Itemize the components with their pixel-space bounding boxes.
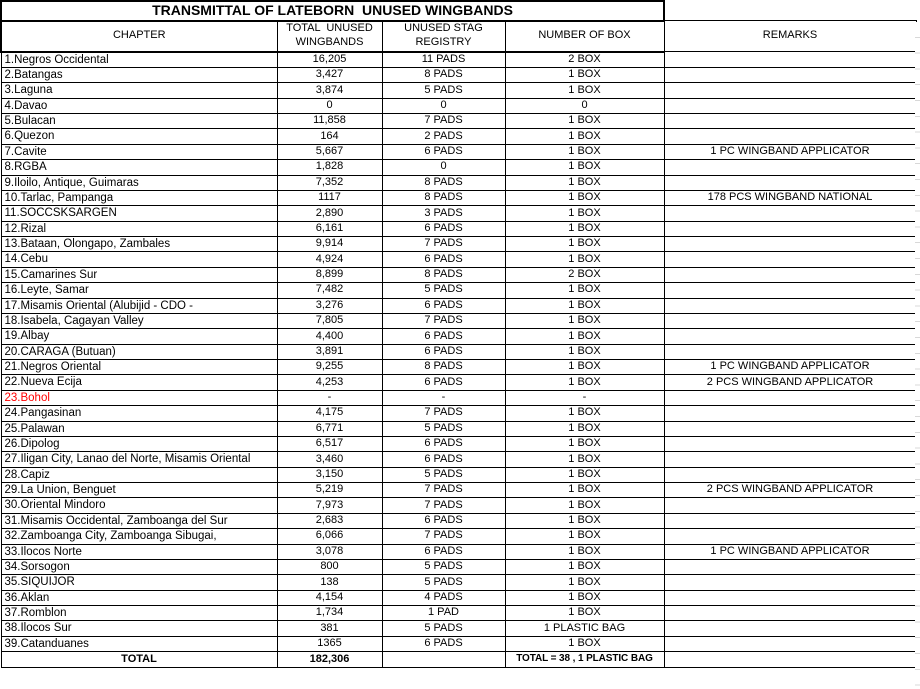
box-cell: 1 BOX	[505, 160, 664, 175]
stag-cell: 8 PADS	[382, 267, 505, 282]
stag-cell: 7 PADS	[382, 237, 505, 252]
chapter-cell: 37.Romblon	[1, 606, 277, 621]
wingbands-cell: 7,973	[277, 498, 382, 513]
chapter-cell: 31.Misamis Occidental, Zamboanga del Sur	[1, 513, 277, 528]
wingbands-cell: 5,667	[277, 144, 382, 159]
wingbands-cell: -	[277, 390, 382, 405]
box-cell: 1 BOX	[505, 452, 664, 467]
chapter-cell: 29.La Union, Benguet	[1, 483, 277, 498]
remarks-cell	[664, 559, 916, 574]
stag-cell: 8 PADS	[382, 360, 505, 375]
remarks-cell	[664, 436, 916, 451]
wingbands-cell: 4,175	[277, 406, 382, 421]
table-body	[1, 52, 916, 652]
remarks-cell	[664, 590, 916, 605]
table-row	[1, 313, 916, 328]
box-cell: 1 BOX	[505, 498, 664, 513]
stag-cell: 1 PAD	[382, 606, 505, 621]
table-row	[1, 529, 916, 544]
remarks-cell	[664, 575, 916, 590]
stag-cell: 6 PADS	[382, 344, 505, 359]
stag-cell: 8 PADS	[382, 190, 505, 205]
table-row	[1, 606, 916, 621]
stag-cell: 7 PADS	[382, 498, 505, 513]
wingbands-cell: 16,205	[277, 52, 382, 68]
table-row	[1, 436, 916, 451]
box-cell: -	[505, 390, 664, 405]
box-cell: 1 BOX	[505, 67, 664, 82]
sheet-gridline-strip	[915, 22, 920, 689]
box-cell: 1 BOX	[505, 375, 664, 390]
chapter-cell: 6.Quezon	[1, 129, 277, 144]
box-cell: 1 BOX	[505, 406, 664, 421]
total-box: TOTAL = 38 , 1 PLASTIC BAG	[505, 652, 664, 668]
box-cell: 1 BOX	[505, 129, 664, 144]
remarks-cell	[664, 206, 916, 221]
chapter-cell: 18.Isabela, Cagayan Valley	[1, 313, 277, 328]
chapter-cell: 19.Albay	[1, 329, 277, 344]
table-row	[1, 52, 916, 68]
wingbands-cell: 2,683	[277, 513, 382, 528]
table-row	[1, 498, 916, 513]
wingbands-cell: 4,154	[277, 590, 382, 605]
wingbands-cell: 2,890	[277, 206, 382, 221]
wingbands-cell: 4,924	[277, 252, 382, 267]
total-label: TOTAL	[1, 652, 277, 668]
wingbands-cell: 3,891	[277, 344, 382, 359]
box-cell: 1 BOX	[505, 559, 664, 574]
table-row	[1, 452, 916, 467]
remarks-cell	[664, 221, 916, 236]
remarks-cell	[664, 421, 916, 436]
chapter-cell: 34.Sorsogon	[1, 559, 277, 574]
column-header-stag: UNUSED STAG REGISTRY	[382, 21, 505, 52]
title-right-spacer	[664, 1, 916, 21]
remarks-cell	[664, 298, 916, 313]
title-row	[1, 1, 916, 21]
table-row	[1, 513, 916, 528]
table-row	[1, 390, 916, 405]
stag-cell: 7 PADS	[382, 406, 505, 421]
wingbands-cell: 164	[277, 129, 382, 144]
remarks-cell	[664, 52, 916, 68]
remarks-cell	[664, 406, 916, 421]
remarks-cell	[664, 129, 916, 144]
table-row	[1, 190, 916, 205]
wingbands-cell: 5,219	[277, 483, 382, 498]
remarks-cell	[664, 98, 916, 113]
stag-cell: 7 PADS	[382, 529, 505, 544]
stag-cell: 3 PADS	[382, 206, 505, 221]
stag-cell: 7 PADS	[382, 313, 505, 328]
total-row	[1, 652, 916, 668]
box-cell: 0	[505, 98, 664, 113]
box-cell: 1 BOX	[505, 529, 664, 544]
wingbands-cell: 3,874	[277, 83, 382, 98]
chapter-cell: 39.Catanduanes	[1, 636, 277, 651]
remarks-cell	[664, 114, 916, 129]
chapter-cell: 36.Aklan	[1, 590, 277, 605]
chapter-cell: 25.Palawan	[1, 421, 277, 436]
wingbands-cell: 9,914	[277, 237, 382, 252]
remarks-cell	[664, 237, 916, 252]
chapter-cell: 8.RGBA	[1, 160, 277, 175]
stag-cell: 6 PADS	[382, 144, 505, 159]
box-cell: 1 BOX	[505, 114, 664, 129]
box-cell: 1 BOX	[505, 436, 664, 451]
box-cell: 1 BOX	[505, 298, 664, 313]
remarks-cell	[664, 267, 916, 282]
stag-cell: 5 PADS	[382, 83, 505, 98]
chapter-cell: 27.Iligan City, Lanao del Norte, Misamis Oriental	[1, 452, 277, 467]
remarks-cell: 1 PC WINGBAND APPLICATOR	[664, 144, 916, 159]
stag-cell: 4 PADS	[382, 590, 505, 605]
wingbands-cell: 9,255	[277, 360, 382, 375]
chapter-cell: 2.Batangas	[1, 67, 277, 82]
wingbands-cell: 8,899	[277, 267, 382, 282]
total-stag	[382, 652, 505, 668]
wingbands-cell: 6,161	[277, 221, 382, 236]
stag-cell: 5 PADS	[382, 559, 505, 574]
table-row	[1, 406, 916, 421]
wingbands-cell: 1117	[277, 190, 382, 205]
box-cell: 1 BOX	[505, 237, 664, 252]
table-row	[1, 237, 916, 252]
wingbands-cell: 6,771	[277, 421, 382, 436]
wingbands-cell: 1,734	[277, 606, 382, 621]
chapter-cell: 14.Cebu	[1, 252, 277, 267]
table-row	[1, 114, 916, 129]
remarks-cell	[664, 83, 916, 98]
table-row	[1, 483, 916, 498]
chapter-cell: 15.Camarines Sur	[1, 267, 277, 282]
box-cell: 1 BOX	[505, 483, 664, 498]
wingbands-cell: 6,066	[277, 529, 382, 544]
box-cell: 1 BOX	[505, 190, 664, 205]
table-row	[1, 621, 916, 636]
box-cell: 1 BOX	[505, 513, 664, 528]
remarks-cell	[664, 344, 916, 359]
box-cell: 1 BOX	[505, 283, 664, 298]
chapter-cell: 17.Misamis Oriental (Alubijid - CDO -	[1, 298, 277, 313]
wingbands-cell: 4,253	[277, 375, 382, 390]
box-cell: 1 BOX	[505, 83, 664, 98]
box-cell: 1 BOX	[505, 313, 664, 328]
chapter-cell: 1.Negros Occidental	[1, 52, 277, 68]
box-cell: 1 BOX	[505, 360, 664, 375]
table-row	[1, 129, 916, 144]
stag-cell: 6 PADS	[382, 636, 505, 651]
chapter-cell: 3.Laguna	[1, 83, 277, 98]
box-cell: 1 BOX	[505, 206, 664, 221]
stag-cell: 6 PADS	[382, 544, 505, 559]
chapter-cell: 26.Dipolog	[1, 436, 277, 451]
stag-cell: 5 PADS	[382, 575, 505, 590]
box-cell: 1 BOX	[505, 344, 664, 359]
stag-cell: 7 PADS	[382, 114, 505, 129]
remarks-cell	[664, 467, 916, 482]
remarks-cell	[664, 621, 916, 636]
table-row	[1, 160, 916, 175]
table-row	[1, 575, 916, 590]
stag-cell: 6 PADS	[382, 513, 505, 528]
stag-cell: 6 PADS	[382, 329, 505, 344]
table-row	[1, 467, 916, 482]
stag-cell: 6 PADS	[382, 298, 505, 313]
chapter-cell: 24.Pangasinan	[1, 406, 277, 421]
stag-cell: 8 PADS	[382, 175, 505, 190]
stag-cell: 5 PADS	[382, 467, 505, 482]
remarks-cell	[664, 67, 916, 82]
chapter-cell: 33.Ilocos Norte	[1, 544, 277, 559]
stag-cell: 0	[382, 160, 505, 175]
stag-cell: 8 PADS	[382, 67, 505, 82]
stag-cell: 0	[382, 98, 505, 113]
table-row	[1, 590, 916, 605]
table-row	[1, 221, 916, 236]
wingbands-cell: 6,517	[277, 436, 382, 451]
remarks-cell	[664, 452, 916, 467]
box-cell: 1 BOX	[505, 636, 664, 651]
wingbands-cell: 138	[277, 575, 382, 590]
remarks-cell	[664, 498, 916, 513]
remarks-cell	[664, 160, 916, 175]
remarks-cell	[664, 636, 916, 651]
chapter-cell: 4.Davao	[1, 98, 277, 113]
table-row	[1, 421, 916, 436]
chapter-cell: 5.Bulacan	[1, 114, 277, 129]
remarks-cell	[664, 283, 916, 298]
table-row	[1, 636, 916, 651]
box-cell: 1 BOX	[505, 221, 664, 236]
remarks-cell	[664, 606, 916, 621]
column-header-wingbands: TOTAL UNUSED WINGBANDS	[277, 21, 382, 52]
box-cell: 2 BOX	[505, 267, 664, 282]
table-row	[1, 252, 916, 267]
table-row	[1, 98, 916, 113]
wingbands-cell: 1365	[277, 636, 382, 651]
chapter-cell: 35.SIQUIJOR	[1, 575, 277, 590]
wingbands-cell: 381	[277, 621, 382, 636]
table-row	[1, 267, 916, 282]
table-row	[1, 298, 916, 313]
stag-cell: 7 PADS	[382, 483, 505, 498]
header-row	[1, 21, 916, 52]
wingbands-cell: 3,276	[277, 298, 382, 313]
remarks-cell: 1 PC WINGBAND APPLICATOR	[664, 360, 916, 375]
box-cell: 1 BOX	[505, 252, 664, 267]
stag-cell: 6 PADS	[382, 375, 505, 390]
chapter-cell: 10.Tarlac, Pampanga	[1, 190, 277, 205]
stag-cell: 5 PADS	[382, 283, 505, 298]
box-cell: 1 BOX	[505, 329, 664, 344]
stag-cell: 6 PADS	[382, 221, 505, 236]
chapter-cell: 12.Rizal	[1, 221, 277, 236]
column-header-remarks: REMARKS	[664, 21, 916, 52]
table-row	[1, 83, 916, 98]
remarks-cell	[664, 313, 916, 328]
stag-cell: 5 PADS	[382, 421, 505, 436]
box-cell: 1 BOX	[505, 467, 664, 482]
chapter-cell: 20.CARAGA (Butuan)	[1, 344, 277, 359]
wingbands-cell: 7,805	[277, 313, 382, 328]
chapter-cell: 9.Iloilo, Antique, Guimaras	[1, 175, 277, 190]
stag-cell: 6 PADS	[382, 436, 505, 451]
table-row	[1, 144, 916, 159]
box-cell: 1 BOX	[505, 144, 664, 159]
wingbands-cell: 4,400	[277, 329, 382, 344]
chapter-cell: 38.Ilocos Sur	[1, 621, 277, 636]
chapter-cell: 23.Bohol	[1, 390, 277, 405]
box-cell: 1 BOX	[505, 575, 664, 590]
table-row	[1, 283, 916, 298]
wingbands-cell: 3,078	[277, 544, 382, 559]
wingbands-cell: 1,828	[277, 160, 382, 175]
chapter-cell: 32.Zamboanga City, Zamboanga Sibugai,	[1, 529, 277, 544]
table-row	[1, 329, 916, 344]
stag-cell: 5 PADS	[382, 621, 505, 636]
remarks-cell	[664, 390, 916, 405]
remarks-cell: 2 PCS WINGBAND APPLICATOR	[664, 375, 916, 390]
box-cell: 1 BOX	[505, 590, 664, 605]
table-row	[1, 559, 916, 574]
box-cell: 1 BOX	[505, 175, 664, 190]
wingbands-cell: 800	[277, 559, 382, 574]
table-row	[1, 375, 916, 390]
box-cell: 1 BOX	[505, 606, 664, 621]
wingbands-cell: 7,352	[277, 175, 382, 190]
chapter-cell: 7.Cavite	[1, 144, 277, 159]
remarks-cell	[664, 513, 916, 528]
chapter-cell: 11.SOCCSKSARGEN	[1, 206, 277, 221]
column-header-box: NUMBER OF BOX	[505, 21, 664, 52]
remarks-cell	[664, 529, 916, 544]
table-row	[1, 206, 916, 221]
wingbands-cell: 7,482	[277, 283, 382, 298]
wingbands-cell: 11,858	[277, 114, 382, 129]
wingbands-cell: 3,460	[277, 452, 382, 467]
chapter-cell: 16.Leyte, Samar	[1, 283, 277, 298]
box-cell: 1 BOX	[505, 421, 664, 436]
box-cell: 1 BOX	[505, 544, 664, 559]
table-row	[1, 67, 916, 82]
stag-cell: 6 PADS	[382, 252, 505, 267]
table-title: TRANSMITTAL OF LATEBORN UNUSED WINGBANDS	[1, 1, 664, 21]
box-cell: 2 BOX	[505, 52, 664, 68]
table-row	[1, 360, 916, 375]
remarks-cell	[664, 329, 916, 344]
total-remarks	[664, 652, 916, 668]
chapter-cell: 13.Bataan, Olongapo, Zambales	[1, 237, 277, 252]
stag-cell: 11 PADS	[382, 52, 505, 68]
wingbands-cell: 3,427	[277, 67, 382, 82]
remarks-cell	[664, 175, 916, 190]
total-wingbands: 182,306	[277, 652, 382, 668]
chapter-cell: 21.Negros Oriental	[1, 360, 277, 375]
wingbands-cell: 3,150	[277, 467, 382, 482]
wingbands-cell: 0	[277, 98, 382, 113]
remarks-cell: 1 PC WINGBAND APPLICATOR	[664, 544, 916, 559]
chapter-cell: 22.Nueva Ecija	[1, 375, 277, 390]
remarks-cell	[664, 252, 916, 267]
table-row	[1, 175, 916, 190]
stag-cell: -	[382, 390, 505, 405]
remarks-cell: 178 PCS WINGBAND NATIONAL	[664, 190, 916, 205]
box-cell: 1 PLASTIC BAG	[505, 621, 664, 636]
stag-cell: 6 PADS	[382, 452, 505, 467]
table-row	[1, 344, 916, 359]
table-row	[1, 544, 916, 559]
column-header-chapter: CHAPTER	[1, 21, 277, 52]
chapter-cell: 30.Oriental Mindoro	[1, 498, 277, 513]
stag-cell: 2 PADS	[382, 129, 505, 144]
remarks-cell: 2 PCS WINGBAND APPLICATOR	[664, 483, 916, 498]
chapter-cell: 28.Capiz	[1, 467, 277, 482]
